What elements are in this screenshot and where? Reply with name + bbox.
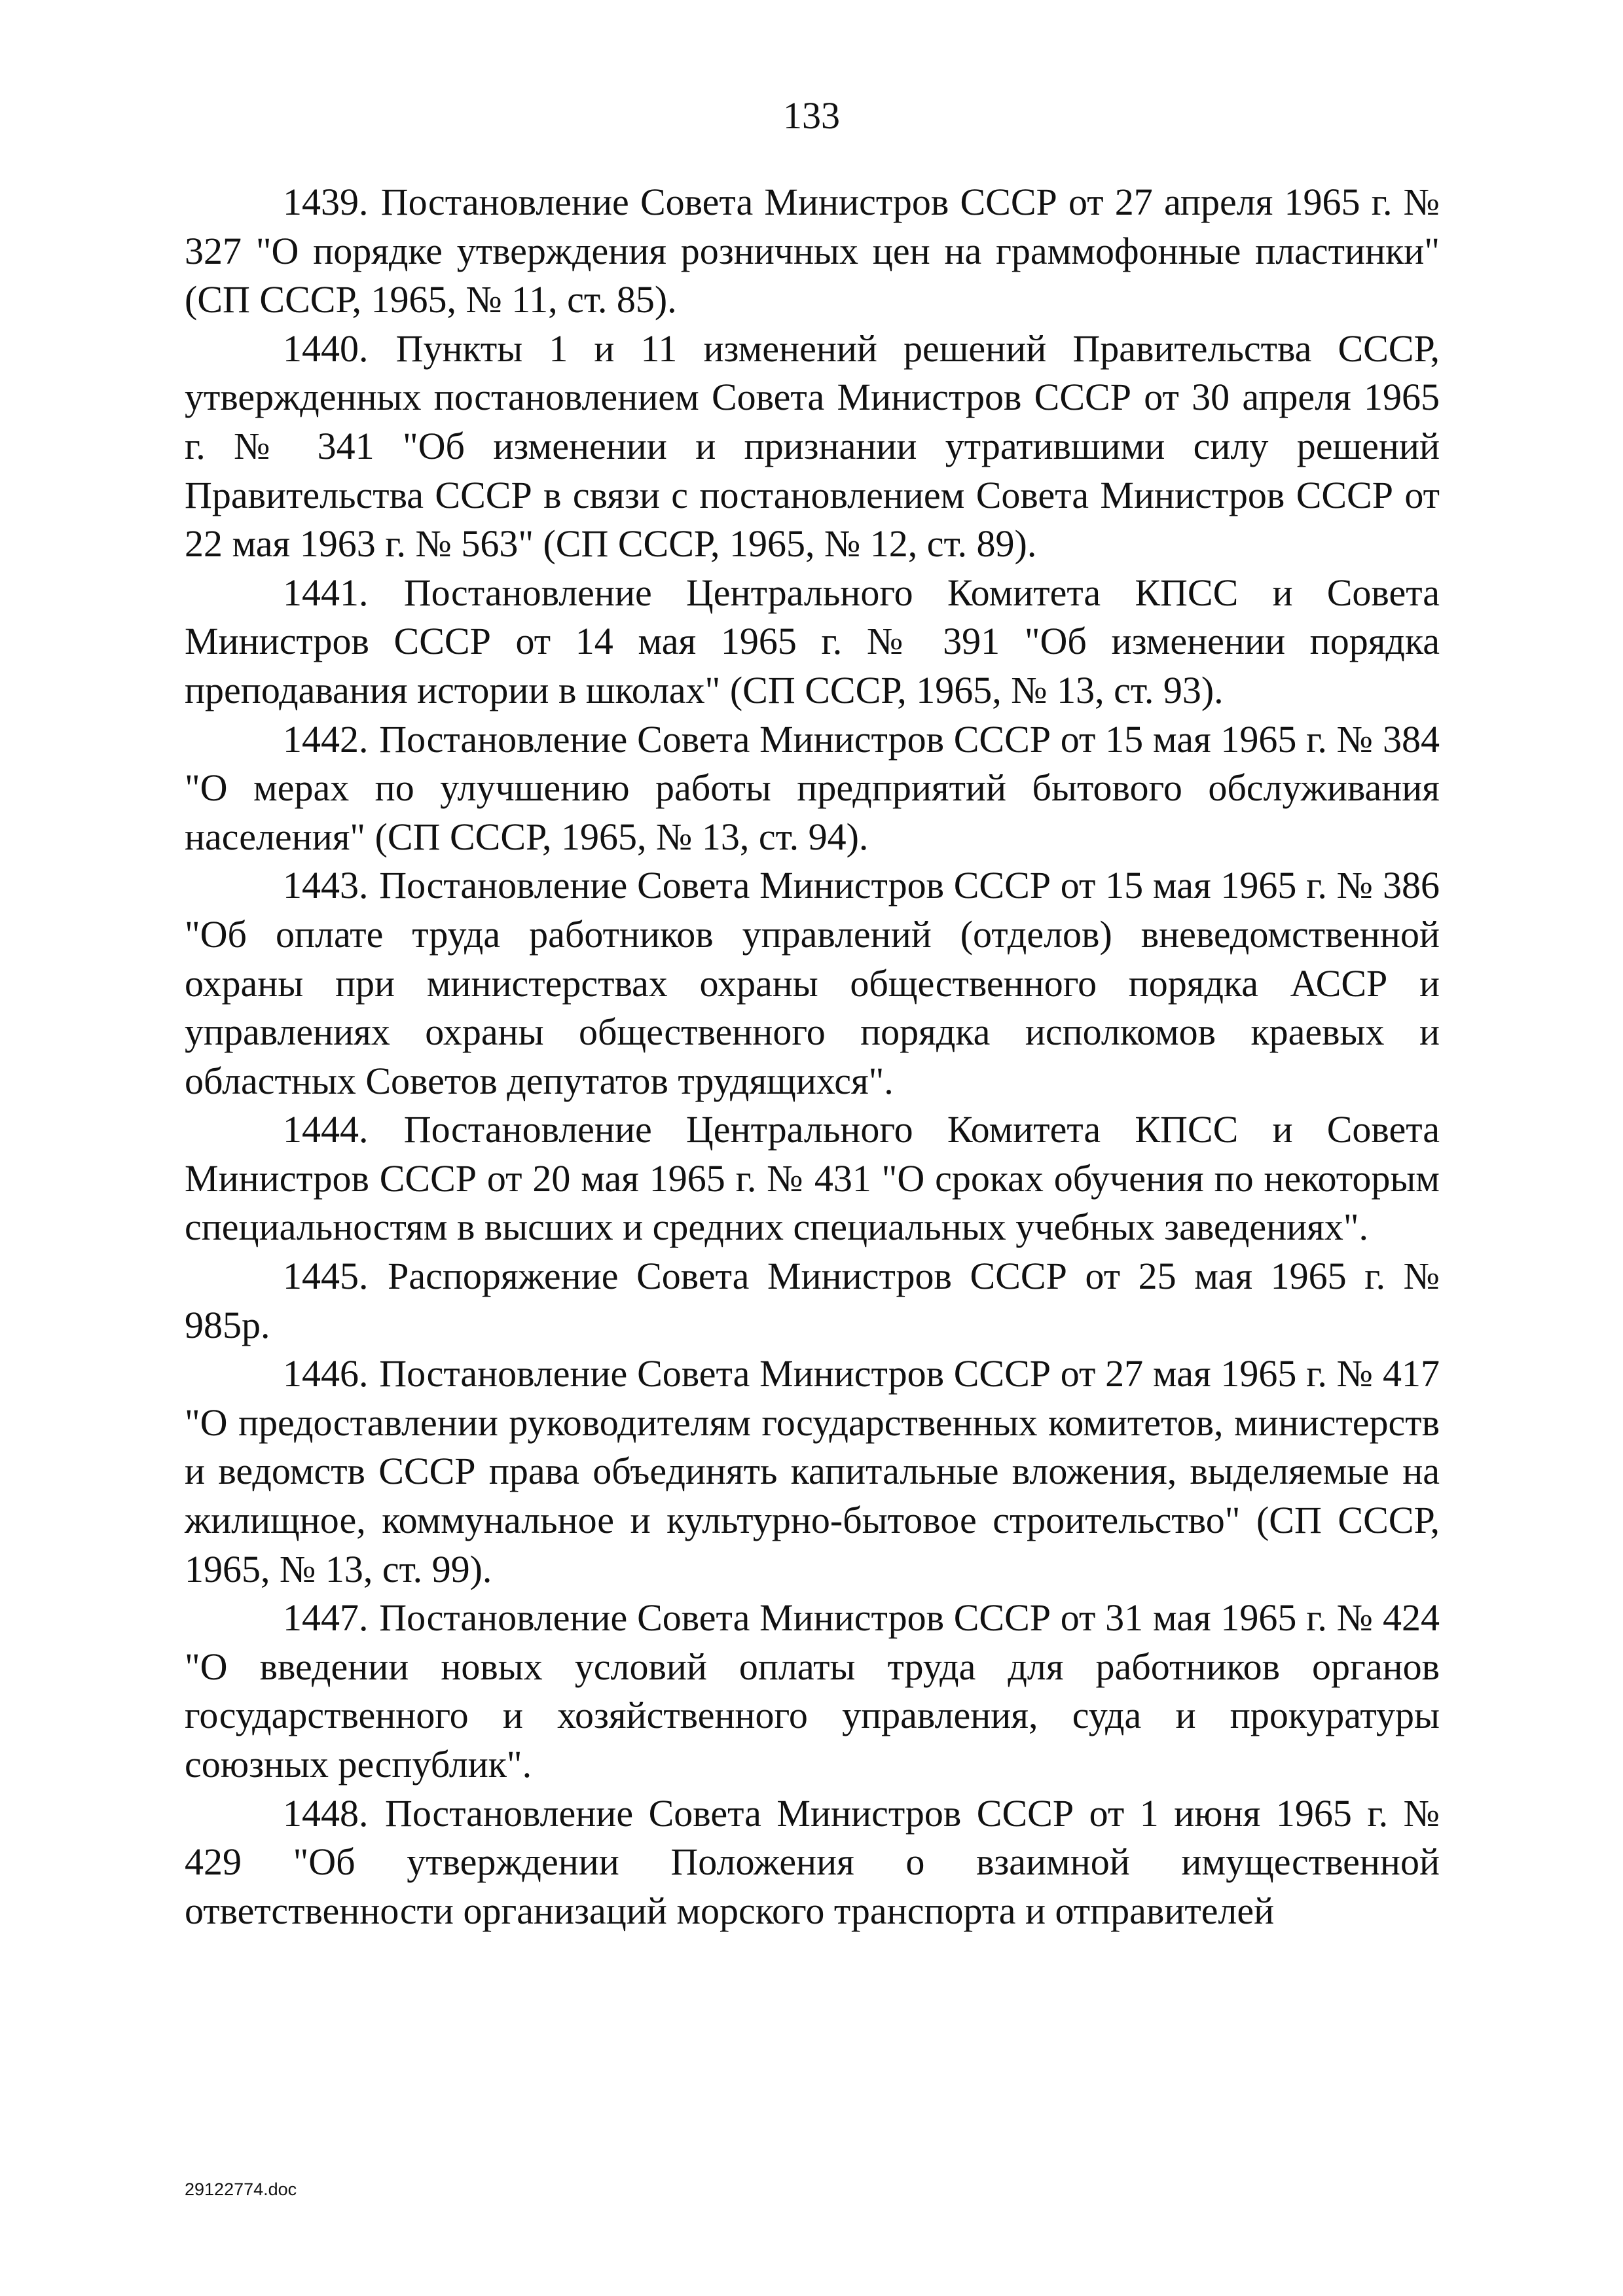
- entry-number: 1448.: [283, 1791, 369, 1835]
- entry-number: 1446.: [283, 1352, 369, 1395]
- entry-text: Постановление Совета Министров СССР от 15 мая 1965 г. № 384 "О мерах по улучшению работы предприятий бытового обслуживания населения" (СП СССР, 1965, № 13, ст. 94).: [185, 717, 1440, 858]
- entry-number: 1443.: [283, 864, 369, 907]
- entry-text: Постановление Совета Министров СССР от 27 апреля 1965 г. № 327 "О порядке утверждения розничных цен на граммофонные пластинки" (СП СССР, 1965, № 11, ст. 85).: [185, 181, 1440, 321]
- entry-text: Постановление Совета Министров СССР от 1 июня 1965 г. № 429 "Об утверждении Положения о взаимной имущественной ответственности организаций морского транспорта и отправителей: [185, 1791, 1440, 1932]
- document-body: [185, 178, 1440, 1935]
- list-item-1439: [185, 178, 1440, 325]
- list-item-1440: [185, 325, 1440, 569]
- document-file-code: 29122774.doc: [185, 2179, 297, 2199]
- entry-number: 1444.: [283, 1108, 369, 1151]
- entry-text: Постановление Совета Министров СССР от 15 мая 1965 г. № 386 "Об оплате труда работников управлений (отделов) вневедомственной охраны при министерствах охраны общественного порядка АССР и управлениях охраны общественного порядка исполкомов краевых и областных Советов депутатов трудящихся".: [185, 864, 1440, 1102]
- list-item-1442: [185, 715, 1440, 862]
- list-item-1444: [185, 1105, 1440, 1252]
- entry-text: Распоряжение Совета Министров СССР от 25 мая 1965 г. № 985р.: [185, 1255, 1440, 1346]
- list-item-1445: [185, 1252, 1440, 1350]
- list-item-1441: [185, 569, 1440, 715]
- list-item-1447: [185, 1594, 1440, 1789]
- list-item-1448: [185, 1789, 1440, 1936]
- entry-number: 1447.: [283, 1596, 369, 1640]
- entry-text: Постановление Совета Министров СССР от 31 мая 1965 г. № 424 "О введении новых условий оплаты труда для работников органов государственного и хозяйственного управления, суда и прокуратуры союзных республик".: [185, 1596, 1440, 1785]
- page-number: 133: [783, 94, 840, 137]
- list-item-1443: [185, 861, 1440, 1105]
- entry-text: Постановление Центрального Комитета КПСС и Совета Министров СССР от 20 мая 1965 г. № 431 "О сроках обучения по некоторым специальностям в высших и средних специальных учебных заведениях".: [185, 1108, 1440, 1249]
- entry-text: Постановление Центрального Комитета КПСС и Совета Министров СССР от 14 мая 1965 г. № 391 "Об изменении порядка преподавания истории в школах" (СП СССР, 1965, № 13, ст. 93).: [185, 571, 1440, 711]
- entry-number: 1442.: [283, 717, 369, 761]
- entry-number: 1441.: [283, 571, 369, 614]
- entry-number: 1440.: [283, 327, 369, 370]
- entry-text: Постановление Совета Министров СССР от 27 мая 1965 г. № 417 "О предоставлении руководителям государственных комитетов, министерств и ведомств СССР права объединять капитальные вложения, выделяемые на жилищное, коммунальное и культурно-бытовое строительство" (СП СССР, 1965, № 13, ст. 99).: [185, 1352, 1440, 1590]
- list-item-1446: [185, 1350, 1440, 1594]
- entry-number: 1439.: [283, 181, 369, 223]
- entry-text: Пункты 1 и 11 изменений решений Правительства СССР, утвержденных постановлением Совета Министров СССР от 30 апреля 1965 г. № 341 "Об изменении и признании утратившими силу решений Правительства СССР в связи с постановлением Совета Министров СССР от 22 мая 1963 г. № 563" (СП СССР, 1965, № 12, ст. 89).: [185, 327, 1440, 565]
- entry-number: 1445.: [283, 1255, 369, 1298]
